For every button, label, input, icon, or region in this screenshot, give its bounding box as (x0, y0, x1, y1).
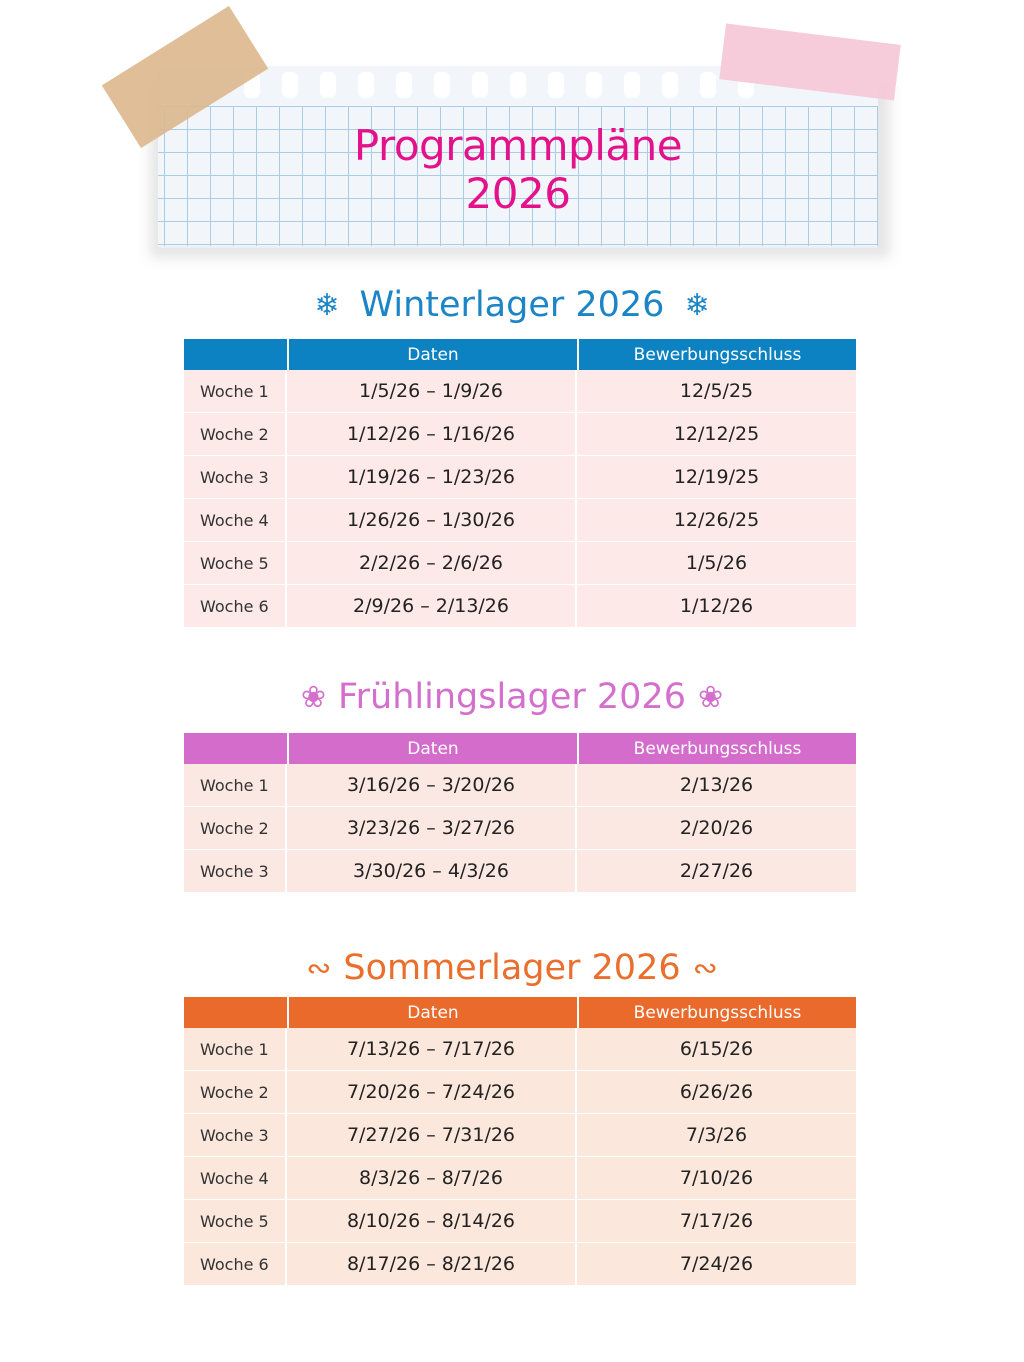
table-row (184, 806, 856, 849)
table-row (184, 498, 856, 541)
snowflake-icon: ❄ (684, 288, 710, 323)
dates-cell: 1/12/26 – 1/16/26 (287, 413, 577, 455)
dates-cell: 3/23/26 – 3/27/26 (287, 807, 577, 849)
deadline-cell: 7/3/26 (685, 1124, 748, 1146)
header-week-cell (184, 733, 289, 764)
deadline-cell: 7/24/26 (679, 1253, 754, 1275)
week-cell: Woche 6 (184, 585, 287, 627)
note-hole (472, 72, 488, 98)
deadline-cell: 12/12/25 (673, 423, 760, 445)
dates-cell: 8/3/26 – 8/7/26 (287, 1157, 577, 1199)
dates-cell: 1/5/26 – 1/9/26 (287, 370, 577, 412)
dates-cell: 7/27/26 – 7/31/26 (287, 1114, 577, 1156)
note-hole (282, 72, 298, 98)
summer-table (184, 997, 856, 1285)
deadline-cell: 2/27/26 (679, 860, 754, 882)
deadline-cell: 7/10/26 (679, 1167, 754, 1189)
note-hole (434, 72, 450, 98)
note-hole (700, 72, 716, 98)
summer-section-title (0, 948, 1024, 990)
header-deadline: Bewerbungsschluss (633, 1002, 802, 1023)
note-hole (548, 72, 564, 98)
deadline-cell: 7/17/26 (679, 1210, 754, 1232)
header-deadline: Bewerbungsschluss (633, 344, 802, 365)
summer-table-header (184, 997, 856, 1028)
week-cell: Woche 4 (184, 1157, 287, 1199)
note-hole (510, 72, 526, 98)
week-cell: Woche 5 (184, 1200, 287, 1242)
table-row (184, 541, 856, 584)
winter-section-title (0, 285, 1024, 327)
week-cell: Woche 3 (184, 1114, 287, 1156)
week-cell: Woche 2 (184, 1071, 287, 1113)
table-row (184, 1028, 856, 1070)
summer-table-body (184, 1028, 856, 1285)
title-note (158, 66, 878, 248)
winter-table-body (184, 370, 856, 627)
table-row (184, 1113, 856, 1156)
header-deadline: Bewerbungsschluss (633, 738, 802, 759)
deadline-cell: 12/5/25 (679, 380, 754, 402)
dates-cell: 1/26/26 – 1/30/26 (287, 499, 577, 541)
table-row (184, 1070, 856, 1113)
wave-icon: ∾ (692, 951, 718, 986)
page-title-line2: 2026 (465, 169, 571, 218)
week-cell: Woche 3 (184, 456, 287, 498)
dates-cell: 8/17/26 – 8/21/26 (287, 1243, 577, 1285)
table-row (184, 455, 856, 498)
winter-table-header (184, 339, 856, 370)
header-week-cell (184, 997, 289, 1028)
week-cell: Woche 4 (184, 499, 287, 541)
header-dates: Daten (289, 997, 579, 1028)
table-row (184, 370, 856, 412)
spring-table-header (184, 733, 856, 764)
table-row (184, 412, 856, 455)
week-cell: Woche 1 (184, 370, 287, 412)
header-dates: Daten (289, 339, 579, 370)
dates-cell: 7/20/26 – 7/24/26 (287, 1071, 577, 1113)
note-hole (586, 72, 602, 98)
deadline-cell: 1/5/26 (685, 552, 748, 574)
blossom-icon: ❀ (697, 680, 724, 715)
wave-icon: ∾ (306, 951, 332, 986)
week-cell: Woche 2 (184, 413, 287, 455)
note-hole (320, 72, 336, 98)
note-hole (624, 72, 640, 98)
week-cell: Woche 6 (184, 1243, 287, 1285)
header-week-cell (184, 339, 289, 370)
week-cell: Woche 2 (184, 807, 287, 849)
spring-table (184, 733, 856, 892)
spring-section-title (0, 677, 1024, 719)
dates-cell: 1/19/26 – 1/23/26 (287, 456, 577, 498)
deadline-cell: 2/20/26 (679, 817, 754, 839)
winter-title-text: Winterlager 2026 (359, 285, 665, 325)
deadline-cell: 6/26/26 (679, 1081, 754, 1103)
week-cell: Woche 1 (184, 764, 287, 806)
deadline-cell: 12/19/25 (673, 466, 760, 488)
spring-title-text: Frühlingslager 2026 (338, 677, 686, 717)
page-title-line1: Programmpläne (353, 121, 683, 170)
dates-cell: 2/2/26 – 2/6/26 (287, 542, 577, 584)
table-row (184, 764, 856, 806)
snowflake-icon: ❄ (314, 288, 340, 323)
note-hole (358, 72, 374, 98)
deadline-cell: 2/13/26 (679, 774, 754, 796)
page-title (158, 122, 878, 218)
blossom-icon: ❀ (300, 680, 327, 715)
table-row (184, 1242, 856, 1285)
dates-cell: 8/10/26 – 8/14/26 (287, 1200, 577, 1242)
note-hole (396, 72, 412, 98)
table-row (184, 849, 856, 892)
spring-table-body (184, 764, 856, 892)
deadline-cell: 12/26/25 (673, 509, 760, 531)
note-hole (662, 72, 678, 98)
week-cell: Woche 5 (184, 542, 287, 584)
deadline-cell: 1/12/26 (679, 595, 754, 617)
dates-cell: 3/16/26 – 3/20/26 (287, 764, 577, 806)
table-row (184, 584, 856, 627)
week-cell: Woche 1 (184, 1028, 287, 1070)
winter-table (184, 339, 856, 627)
deadline-cell: 6/15/26 (679, 1038, 754, 1060)
dates-cell: 3/30/26 – 4/3/26 (287, 850, 577, 892)
week-cell: Woche 3 (184, 850, 287, 892)
dates-cell: 7/13/26 – 7/17/26 (287, 1028, 577, 1070)
table-row (184, 1156, 856, 1199)
header-dates: Daten (289, 733, 579, 764)
dates-cell: 2/9/26 – 2/13/26 (287, 585, 577, 627)
table-row (184, 1199, 856, 1242)
summer-title-text: Sommerlager 2026 (343, 948, 681, 988)
